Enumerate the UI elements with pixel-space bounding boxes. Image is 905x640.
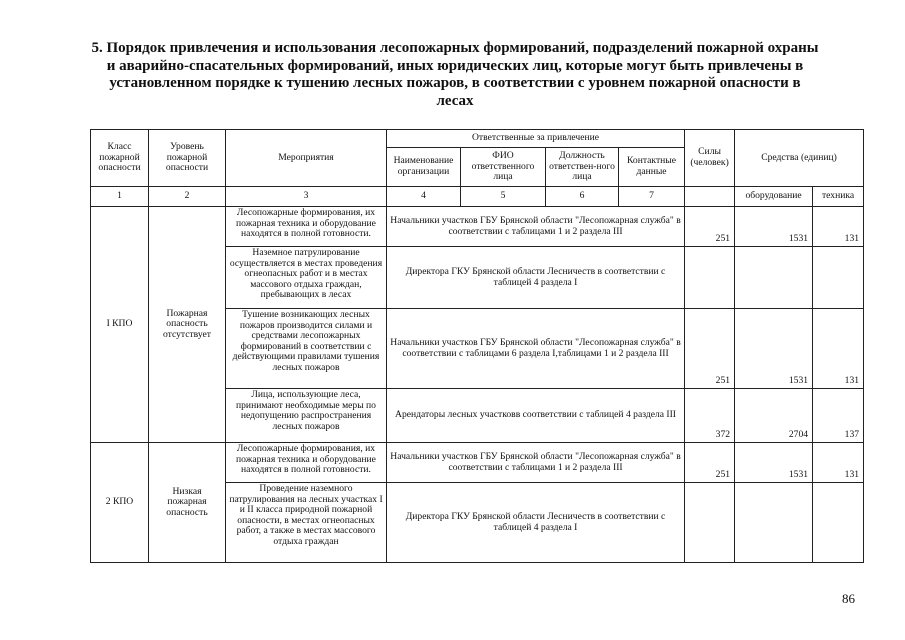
- vehicles-value: [813, 247, 864, 309]
- vehicles-value: [813, 483, 864, 563]
- forces-value: 251: [685, 309, 735, 389]
- danger-level: Низкая пожарная опасность: [149, 443, 226, 563]
- measure-text: Лесопожарные формирования, их пожарная техника и оборудование находятся в полной готовности.: [226, 443, 387, 483]
- col-number: 6: [546, 187, 619, 207]
- col-number: 5: [461, 187, 546, 207]
- danger-level: Пожарная опасность отсутствует: [149, 207, 226, 443]
- col-number: 2: [149, 187, 226, 207]
- forces-value: [685, 483, 735, 563]
- vehicles-value: 131: [813, 443, 864, 483]
- responsible-text: Арендаторы лесных участковв соответствии с таблицей 4 раздела III: [387, 389, 685, 443]
- measure-text: Наземное патрулирование осуществляется в местах проведения огнеопасных работ и в местах массового отдыха граждан, пребывающих в лесах: [226, 247, 387, 309]
- table-row: [91, 443, 864, 483]
- col-number: 3: [226, 187, 387, 207]
- fire-class: I КПО: [91, 207, 149, 443]
- responsible-text: Начальники участков ГБУ Брянской области "Лесопожарная служба" в соответствии с таблицами 1 и 2 раздела III: [387, 443, 685, 483]
- measure-text: Тушение возникающих лесных пожаров производится силами и средствами лесопожарных формирований в соответствии с действующими правилами тушения лесных пожаров: [226, 309, 387, 389]
- equipment-value: [735, 483, 813, 563]
- responsible-text: Директора ГКУ Брянской области Лесничеств в соответствии с таблицей 4 раздела I: [387, 483, 685, 563]
- header-contacts: Контактные данные: [619, 148, 685, 187]
- measure-text: Лесопожарные формирования, их пожарная техника и оборудование находятся в полной готовности.: [226, 207, 387, 247]
- header-responsible: Ответственные за привлечение: [387, 130, 685, 148]
- fire-formations-table: [90, 129, 864, 563]
- vehicles-value: 131: [813, 207, 864, 247]
- col-number: 4: [387, 187, 461, 207]
- header-level: Уровень пожарной опасности: [149, 130, 226, 187]
- col-number: 7: [619, 187, 685, 207]
- col-number: 1: [91, 187, 149, 207]
- header-equipment: оборудование: [735, 187, 813, 207]
- forces-value: 251: [685, 207, 735, 247]
- fire-class: 2 КПО: [91, 443, 149, 563]
- forces-value: 251: [685, 443, 735, 483]
- responsible-text: Директора ГКУ Брянской области Лесничеств в соответствии с таблицей 4 раздела I: [387, 247, 685, 309]
- header-class: Класс пожарной опасности: [91, 130, 149, 187]
- header-position: Должность ответствен-ного лица: [546, 148, 619, 187]
- page-number: 86: [842, 591, 855, 606]
- forces-value: 372: [685, 389, 735, 443]
- header-means: Средства (единиц): [735, 130, 864, 187]
- header-measures: Мероприятия: [226, 130, 387, 187]
- equipment-value: 2704: [735, 389, 813, 443]
- header-forces: Силы (человек): [685, 130, 735, 187]
- vehicles-value: 131: [813, 309, 864, 389]
- col-number-empty: [685, 187, 735, 207]
- equipment-value: [735, 247, 813, 309]
- header-vehicles: техника: [813, 187, 864, 207]
- forces-value: [685, 247, 735, 309]
- measure-text: Лица, использующие леса, принимают необходимые меры по недопущению распространения лесных пожаров: [226, 389, 387, 443]
- equipment-value: 1531: [735, 207, 813, 247]
- measure-text: Проведение наземного патрулирования на лесных участках I и II класса природной пожарной опасности, в местах огнеопасных работ, а также в местах массового отдыха граждан: [226, 483, 387, 563]
- table-row: [91, 207, 864, 247]
- responsible-text: Начальники участков ГБУ Брянской области "Лесопожарная служба" в соответствии с таблицами 1 и 2 раздела III: [387, 207, 685, 247]
- header-person-name: ФИО ответственного лица: [461, 148, 546, 187]
- page-title: 5. Порядок привлечения и использования лесопожарных формирований, подразделений пожарной охраны и аварийно-спасательных формирований, иных юридических лиц, которые могут быть привлечены в установленном порядке к тушению лесных пожаров, в соответствии с уровнем пожарной опасности в лесах: [91, 40, 819, 109]
- equipment-value: 1531: [735, 443, 813, 483]
- header-org-name: Наименование организации: [387, 148, 461, 187]
- responsible-text: Начальники участков ГБУ Брянской области "Лесопожарная служба" в соответствии с таблицами 6 раздела I,таблицами 1 и 2 раздела III: [387, 309, 685, 389]
- vehicles-value: 137: [813, 389, 864, 443]
- equipment-value: 1531: [735, 309, 813, 389]
